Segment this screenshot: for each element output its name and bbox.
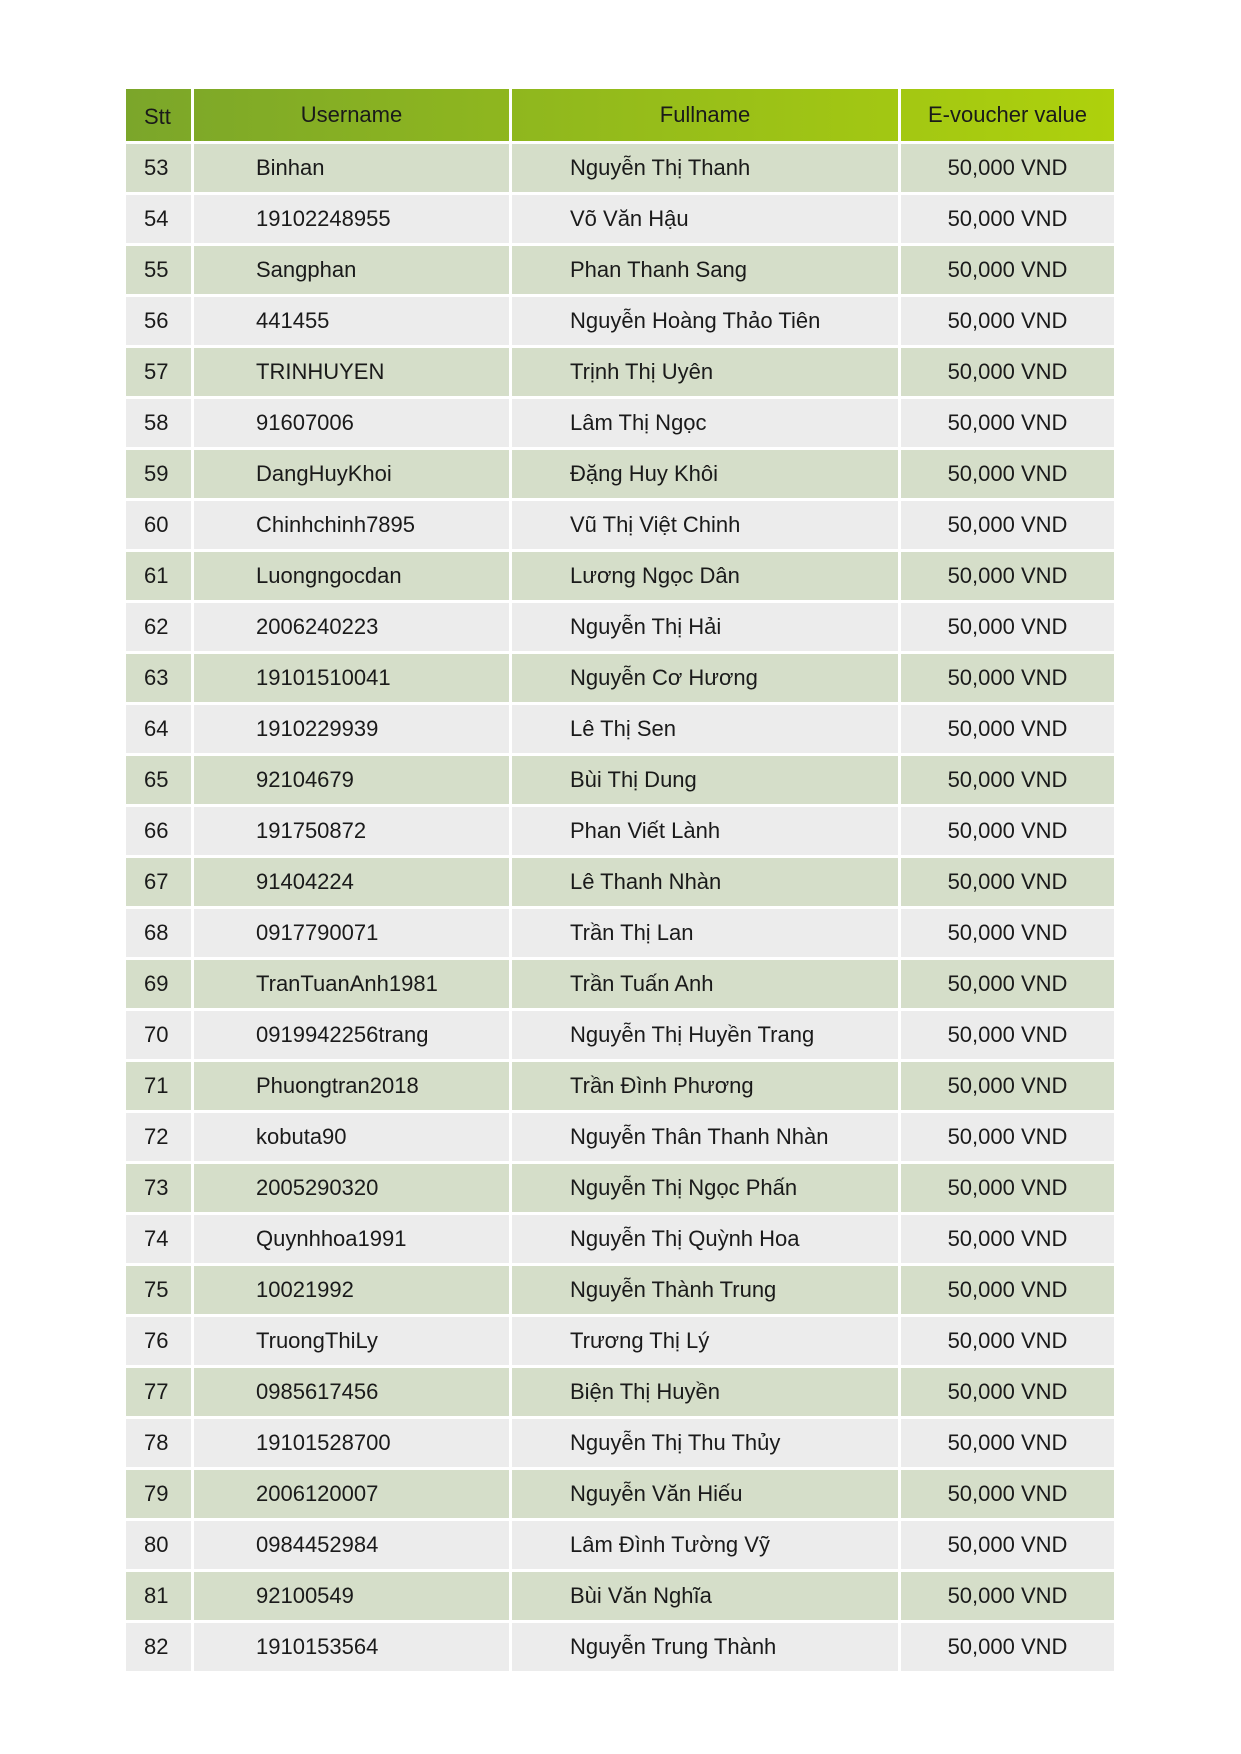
cell-fullname: Trương Thị Lý (512, 1317, 898, 1365)
table-row (126, 603, 1114, 651)
cell-username: 441455 (194, 297, 509, 345)
cell-fullname: Bùi Văn Nghĩa (512, 1572, 898, 1620)
cell-fullname: Đặng Huy Khôi (512, 450, 898, 498)
cell-fullname: Trần Tuấn Anh (512, 960, 898, 1008)
cell-stt: 82 (126, 1623, 191, 1671)
cell-username: Sangphan (194, 246, 509, 294)
cell-fullname: Nguyễn Thân Thanh Nhàn (512, 1113, 898, 1161)
table-row (126, 348, 1114, 396)
table-row (126, 705, 1114, 753)
cell-evoucher-value: 50,000 VND (901, 399, 1114, 447)
cell-evoucher-value: 50,000 VND (901, 1521, 1114, 1569)
cell-evoucher-value: 50,000 VND (901, 1215, 1114, 1263)
table-row (126, 1266, 1114, 1314)
cell-stt: 64 (126, 705, 191, 753)
cell-fullname: Lâm Đình Tường Vỹ (512, 1521, 898, 1569)
table-row (126, 858, 1114, 906)
cell-fullname: Nguyễn Thành Trung (512, 1266, 898, 1314)
cell-fullname: Trần Thị Lan (512, 909, 898, 957)
table-row (126, 195, 1114, 243)
table-row (126, 501, 1114, 549)
cell-fullname: Vũ Thị Việt Chinh (512, 501, 898, 549)
header-fullname: Fullname (659, 102, 751, 127)
cell-stt: 59 (126, 450, 191, 498)
cell-stt: 70 (126, 1011, 191, 1059)
cell-stt: 63 (126, 654, 191, 702)
cell-username: kobuta90 (194, 1113, 509, 1161)
cell-stt: 58 (126, 399, 191, 447)
cell-stt: 75 (126, 1266, 191, 1314)
cell-username: Binhan (194, 144, 509, 192)
cell-evoucher-value: 50,000 VND (901, 1062, 1114, 1110)
cell-username: TRINHUYEN (194, 348, 509, 396)
cell-evoucher-value: 50,000 VND (901, 1317, 1114, 1365)
cell-stt: 57 (126, 348, 191, 396)
table-row (126, 552, 1114, 600)
table-row (126, 246, 1114, 294)
cell-stt: 79 (126, 1470, 191, 1518)
cell-username: Quynhhoa1991 (194, 1215, 509, 1263)
cell-username: 91607006 (194, 399, 509, 447)
cell-evoucher-value: 50,000 VND (901, 195, 1114, 243)
table-row (126, 297, 1114, 345)
cell-evoucher-value: 50,000 VND (901, 297, 1114, 345)
cell-evoucher-value: 50,000 VND (901, 1113, 1114, 1161)
cell-stt: 66 (126, 807, 191, 855)
cell-username: 91404224 (194, 858, 509, 906)
cell-stt: 76 (126, 1317, 191, 1365)
cell-username: 92104679 (194, 756, 509, 804)
cell-evoucher-value: 50,000 VND (901, 654, 1114, 702)
cell-stt: 55 (126, 246, 191, 294)
cell-username: 0985617456 (194, 1368, 509, 1416)
cell-username: Phuongtran2018 (194, 1062, 509, 1110)
cell-evoucher-value: 50,000 VND (901, 705, 1114, 753)
cell-fullname: Võ Văn Hậu (512, 195, 898, 243)
cell-username: 2006120007 (194, 1470, 509, 1518)
cell-fullname: Phan Viết Lành (512, 807, 898, 855)
cell-stt: 81 (126, 1572, 191, 1620)
cell-fullname: Nguyễn Văn Hiếu (512, 1470, 898, 1518)
cell-fullname: Nguyễn Cơ Hương (512, 654, 898, 702)
cell-stt: 61 (126, 552, 191, 600)
table-row (126, 1572, 1114, 1620)
cell-stt: 68 (126, 909, 191, 957)
table-row (126, 1317, 1114, 1365)
cell-fullname: Nguyễn Thị Quỳnh Hoa (512, 1215, 898, 1263)
cell-fullname: Trịnh Thị Uyên (512, 348, 898, 396)
cell-fullname: Lê Thị Sen (512, 705, 898, 753)
cell-fullname: Nguyễn Thị Thanh (512, 144, 898, 192)
cell-evoucher-value: 50,000 VND (901, 348, 1114, 396)
table-row (126, 909, 1114, 957)
table-row (126, 399, 1114, 447)
table-row (126, 1623, 1114, 1671)
cell-username: 92100549 (194, 1572, 509, 1620)
cell-username: DangHuyKhoi (194, 450, 509, 498)
cell-fullname: Nguyễn Thị Thu Thủy (512, 1419, 898, 1467)
header-stt: Stt (144, 104, 171, 129)
cell-stt: 60 (126, 501, 191, 549)
cell-evoucher-value: 50,000 VND (901, 552, 1114, 600)
cell-evoucher-value: 50,000 VND (901, 1368, 1114, 1416)
cell-username: 0917790071 (194, 909, 509, 957)
table-row (126, 756, 1114, 804)
table-row (126, 807, 1114, 855)
table-row (126, 1113, 1114, 1161)
table-body (126, 144, 1114, 1671)
cell-fullname: Lâm Thị Ngọc (512, 399, 898, 447)
cell-evoucher-value: 50,000 VND (901, 501, 1114, 549)
cell-username: TranTuanAnh1981 (194, 960, 509, 1008)
table-row (126, 1062, 1114, 1110)
cell-stt: 78 (126, 1419, 191, 1467)
cell-fullname: Biện Thị Huyền (512, 1368, 898, 1416)
cell-username: Chinhchinh7895 (194, 501, 509, 549)
cell-evoucher-value: 50,000 VND (901, 1266, 1114, 1314)
cell-evoucher-value: 50,000 VND (901, 144, 1114, 192)
cell-evoucher-value: 50,000 VND (901, 1572, 1114, 1620)
cell-fullname: Nguyễn Thị Ngọc Phấn (512, 1164, 898, 1212)
header-username: Username (300, 102, 403, 127)
cell-evoucher-value: 50,000 VND (901, 603, 1114, 651)
cell-fullname: Nguyễn Thị Huyền Trang (512, 1011, 898, 1059)
cell-stt: 69 (126, 960, 191, 1008)
cell-evoucher-value: 50,000 VND (901, 909, 1114, 957)
cell-username: 1910153564 (194, 1623, 509, 1671)
cell-username: TruongThiLy (194, 1317, 509, 1365)
table-header-row (126, 89, 1114, 141)
cell-stt: 73 (126, 1164, 191, 1212)
cell-fullname: Nguyễn Trung Thành (512, 1623, 898, 1671)
cell-evoucher-value: 50,000 VND (901, 858, 1114, 906)
cell-evoucher-value: 50,000 VND (901, 1164, 1114, 1212)
voucher-sheet (126, 86, 1114, 1674)
cell-fullname: Trần Đình Phương (512, 1062, 898, 1110)
voucher-table (123, 86, 1117, 1674)
cell-evoucher-value: 50,000 VND (901, 807, 1114, 855)
cell-stt: 65 (126, 756, 191, 804)
cell-stt: 80 (126, 1521, 191, 1569)
table-row (126, 960, 1114, 1008)
cell-stt: 74 (126, 1215, 191, 1263)
cell-username: Luongngocdan (194, 552, 509, 600)
table-row (126, 1419, 1114, 1467)
header-evoucher-value: E-voucher value (928, 102, 1087, 127)
cell-username: 0984452984 (194, 1521, 509, 1569)
table-row (126, 1521, 1114, 1569)
cell-stt: 53 (126, 144, 191, 192)
cell-username: 19101510041 (194, 654, 509, 702)
cell-evoucher-value: 50,000 VND (901, 960, 1114, 1008)
cell-username: 19102248955 (194, 195, 509, 243)
cell-username: 2005290320 (194, 1164, 509, 1212)
cell-evoucher-value: 50,000 VND (901, 1419, 1114, 1467)
cell-username: 0919942256trang (194, 1011, 509, 1059)
cell-username: 191750872 (194, 807, 509, 855)
table-row (126, 144, 1114, 192)
cell-stt: 72 (126, 1113, 191, 1161)
table-row (126, 1215, 1114, 1263)
table-row (126, 654, 1114, 702)
cell-username: 19101528700 (194, 1419, 509, 1467)
cell-evoucher-value: 50,000 VND (901, 1011, 1114, 1059)
cell-evoucher-value: 50,000 VND (901, 1623, 1114, 1671)
cell-fullname: Lương Ngọc Dân (512, 552, 898, 600)
table-row (126, 1470, 1114, 1518)
cell-evoucher-value: 50,000 VND (901, 450, 1114, 498)
cell-evoucher-value: 50,000 VND (901, 756, 1114, 804)
cell-stt: 71 (126, 1062, 191, 1110)
cell-stt: 54 (126, 195, 191, 243)
cell-stt: 56 (126, 297, 191, 345)
cell-username: 10021992 (194, 1266, 509, 1314)
cell-evoucher-value: 50,000 VND (901, 1470, 1114, 1518)
cell-fullname: Lê Thanh Nhàn (512, 858, 898, 906)
cell-username: 1910229939 (194, 705, 509, 753)
cell-username: 2006240223 (194, 603, 509, 651)
cell-stt: 62 (126, 603, 191, 651)
cell-fullname: Bùi Thị Dung (512, 756, 898, 804)
cell-evoucher-value: 50,000 VND (901, 246, 1114, 294)
cell-fullname: Nguyễn Hoàng Thảo Tiên (512, 297, 898, 345)
table-row (126, 1368, 1114, 1416)
table-row (126, 1011, 1114, 1059)
cell-fullname: Phan Thanh Sang (512, 246, 898, 294)
cell-stt: 67 (126, 858, 191, 906)
table-row (126, 1164, 1114, 1212)
cell-stt: 77 (126, 1368, 191, 1416)
table-row (126, 450, 1114, 498)
cell-fullname: Nguyễn Thị Hải (512, 603, 898, 651)
